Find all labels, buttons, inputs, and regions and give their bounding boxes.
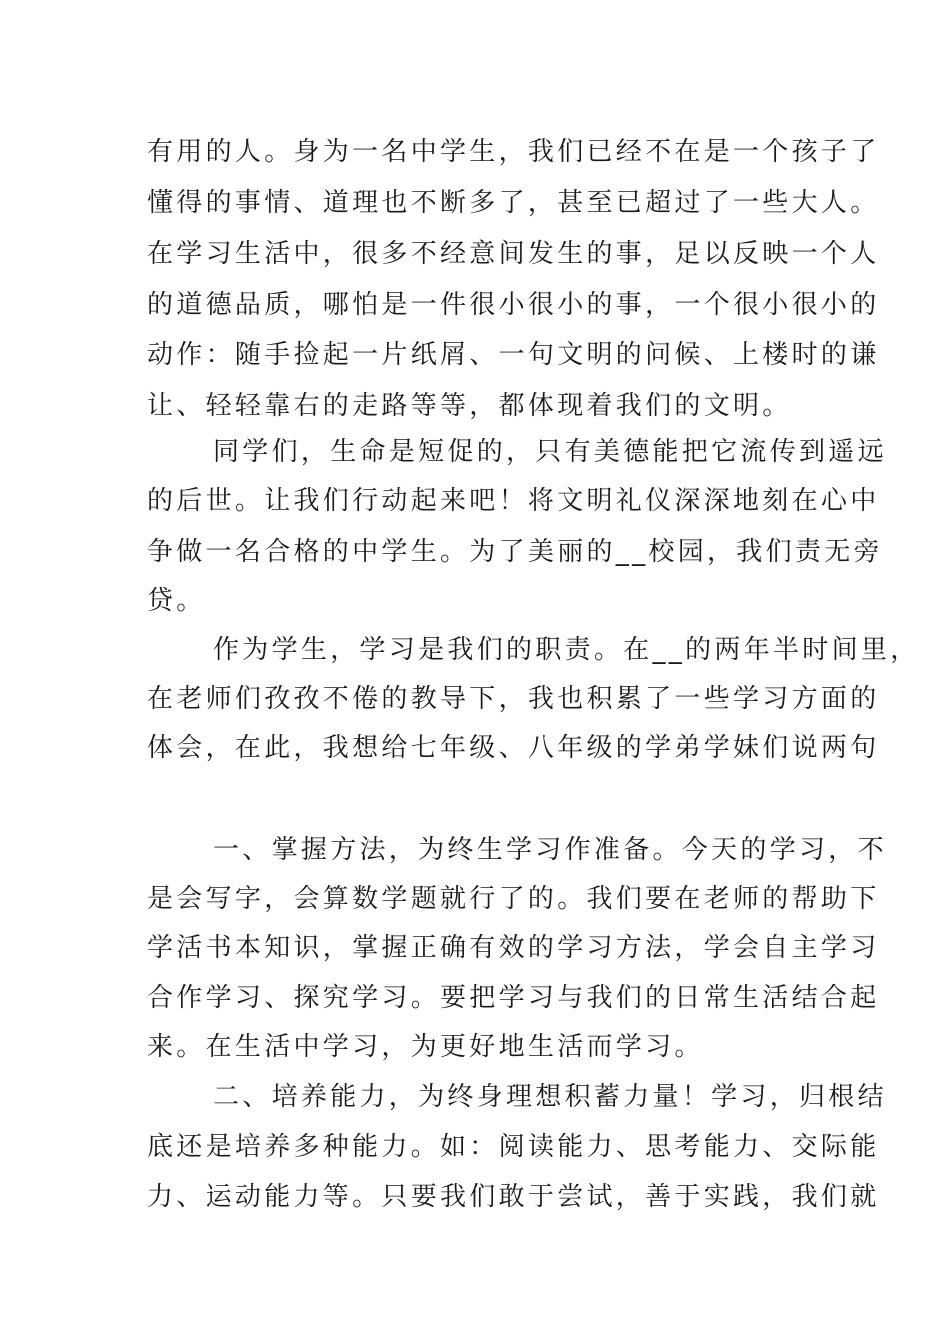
text-line-18: 来。在生活中学习，为更好地生活而学习。	[147, 1032, 704, 1062]
paragraph-start-line: 二、培养能力，为终身理想积蓄力量！学习，归根结	[213, 1082, 887, 1112]
text-line-17: 合作学习、探究学习。要把学习与我们的日常生活结合起	[147, 983, 880, 1013]
text-line-12: 在老师们孜孜不倦的教导下，我也积累了一些学习方面的	[147, 684, 880, 714]
text-line-8: 的后世。让我们行动起来吧！将文明礼仪深深地刻在心中	[147, 486, 880, 516]
text-line-15: 是会写字，会算数学题就行了的。我们要在老师的帮助下	[147, 884, 880, 914]
text-line-10: 贷。	[147, 586, 206, 616]
text-line-4: 的道德品质，哪怕是一件很小很小的事，一个很小很小的	[147, 290, 880, 320]
text-line-2: 懂得的事情、道理也不断多了，甚至已超过了一些大人。	[147, 188, 880, 218]
paragraph-start-line: 作为学生，学习是我们的职责。在__的两年半时间里，	[213, 635, 920, 665]
text-line-1: 有用的人。身为一名中学生，我们已经不在是一个孩子了	[147, 137, 880, 167]
text-line-21: 力、运动能力等。只要我们敢于尝试，善于实践，我们就	[147, 1182, 880, 1212]
text-line-5: 动作：随手捡起一片纸屑、一句文明的问候、上楼时的谦	[147, 340, 880, 370]
text-line-9: 争做一名合格的中学生。为了美丽的__校园，我们责无旁	[147, 537, 883, 567]
paragraph-start-line: 一、掌握方法，为终生学习作准备。今天的学习，不	[213, 835, 887, 865]
text-line-20: 底还是培养多种能力。如：阅读能力、思考能力、交际能	[147, 1132, 880, 1162]
text-line-13: 体会，在此，我想给七年级、八年级的学弟学妹们说两句	[147, 733, 880, 763]
text-line-6: 让、轻轻靠右的走路等等，都体现着我们的文明。	[147, 391, 792, 421]
text-line-16: 学活书本知识，掌握正确有效的学习方法，学会自主学习	[147, 933, 880, 963]
paragraph-start-line: 同学们，生命是短促的，只有美德能把它流传到遥远	[213, 437, 887, 467]
text-line-3: 在学习生活中，很多不经意间发生的事，足以反映一个人	[147, 239, 880, 269]
